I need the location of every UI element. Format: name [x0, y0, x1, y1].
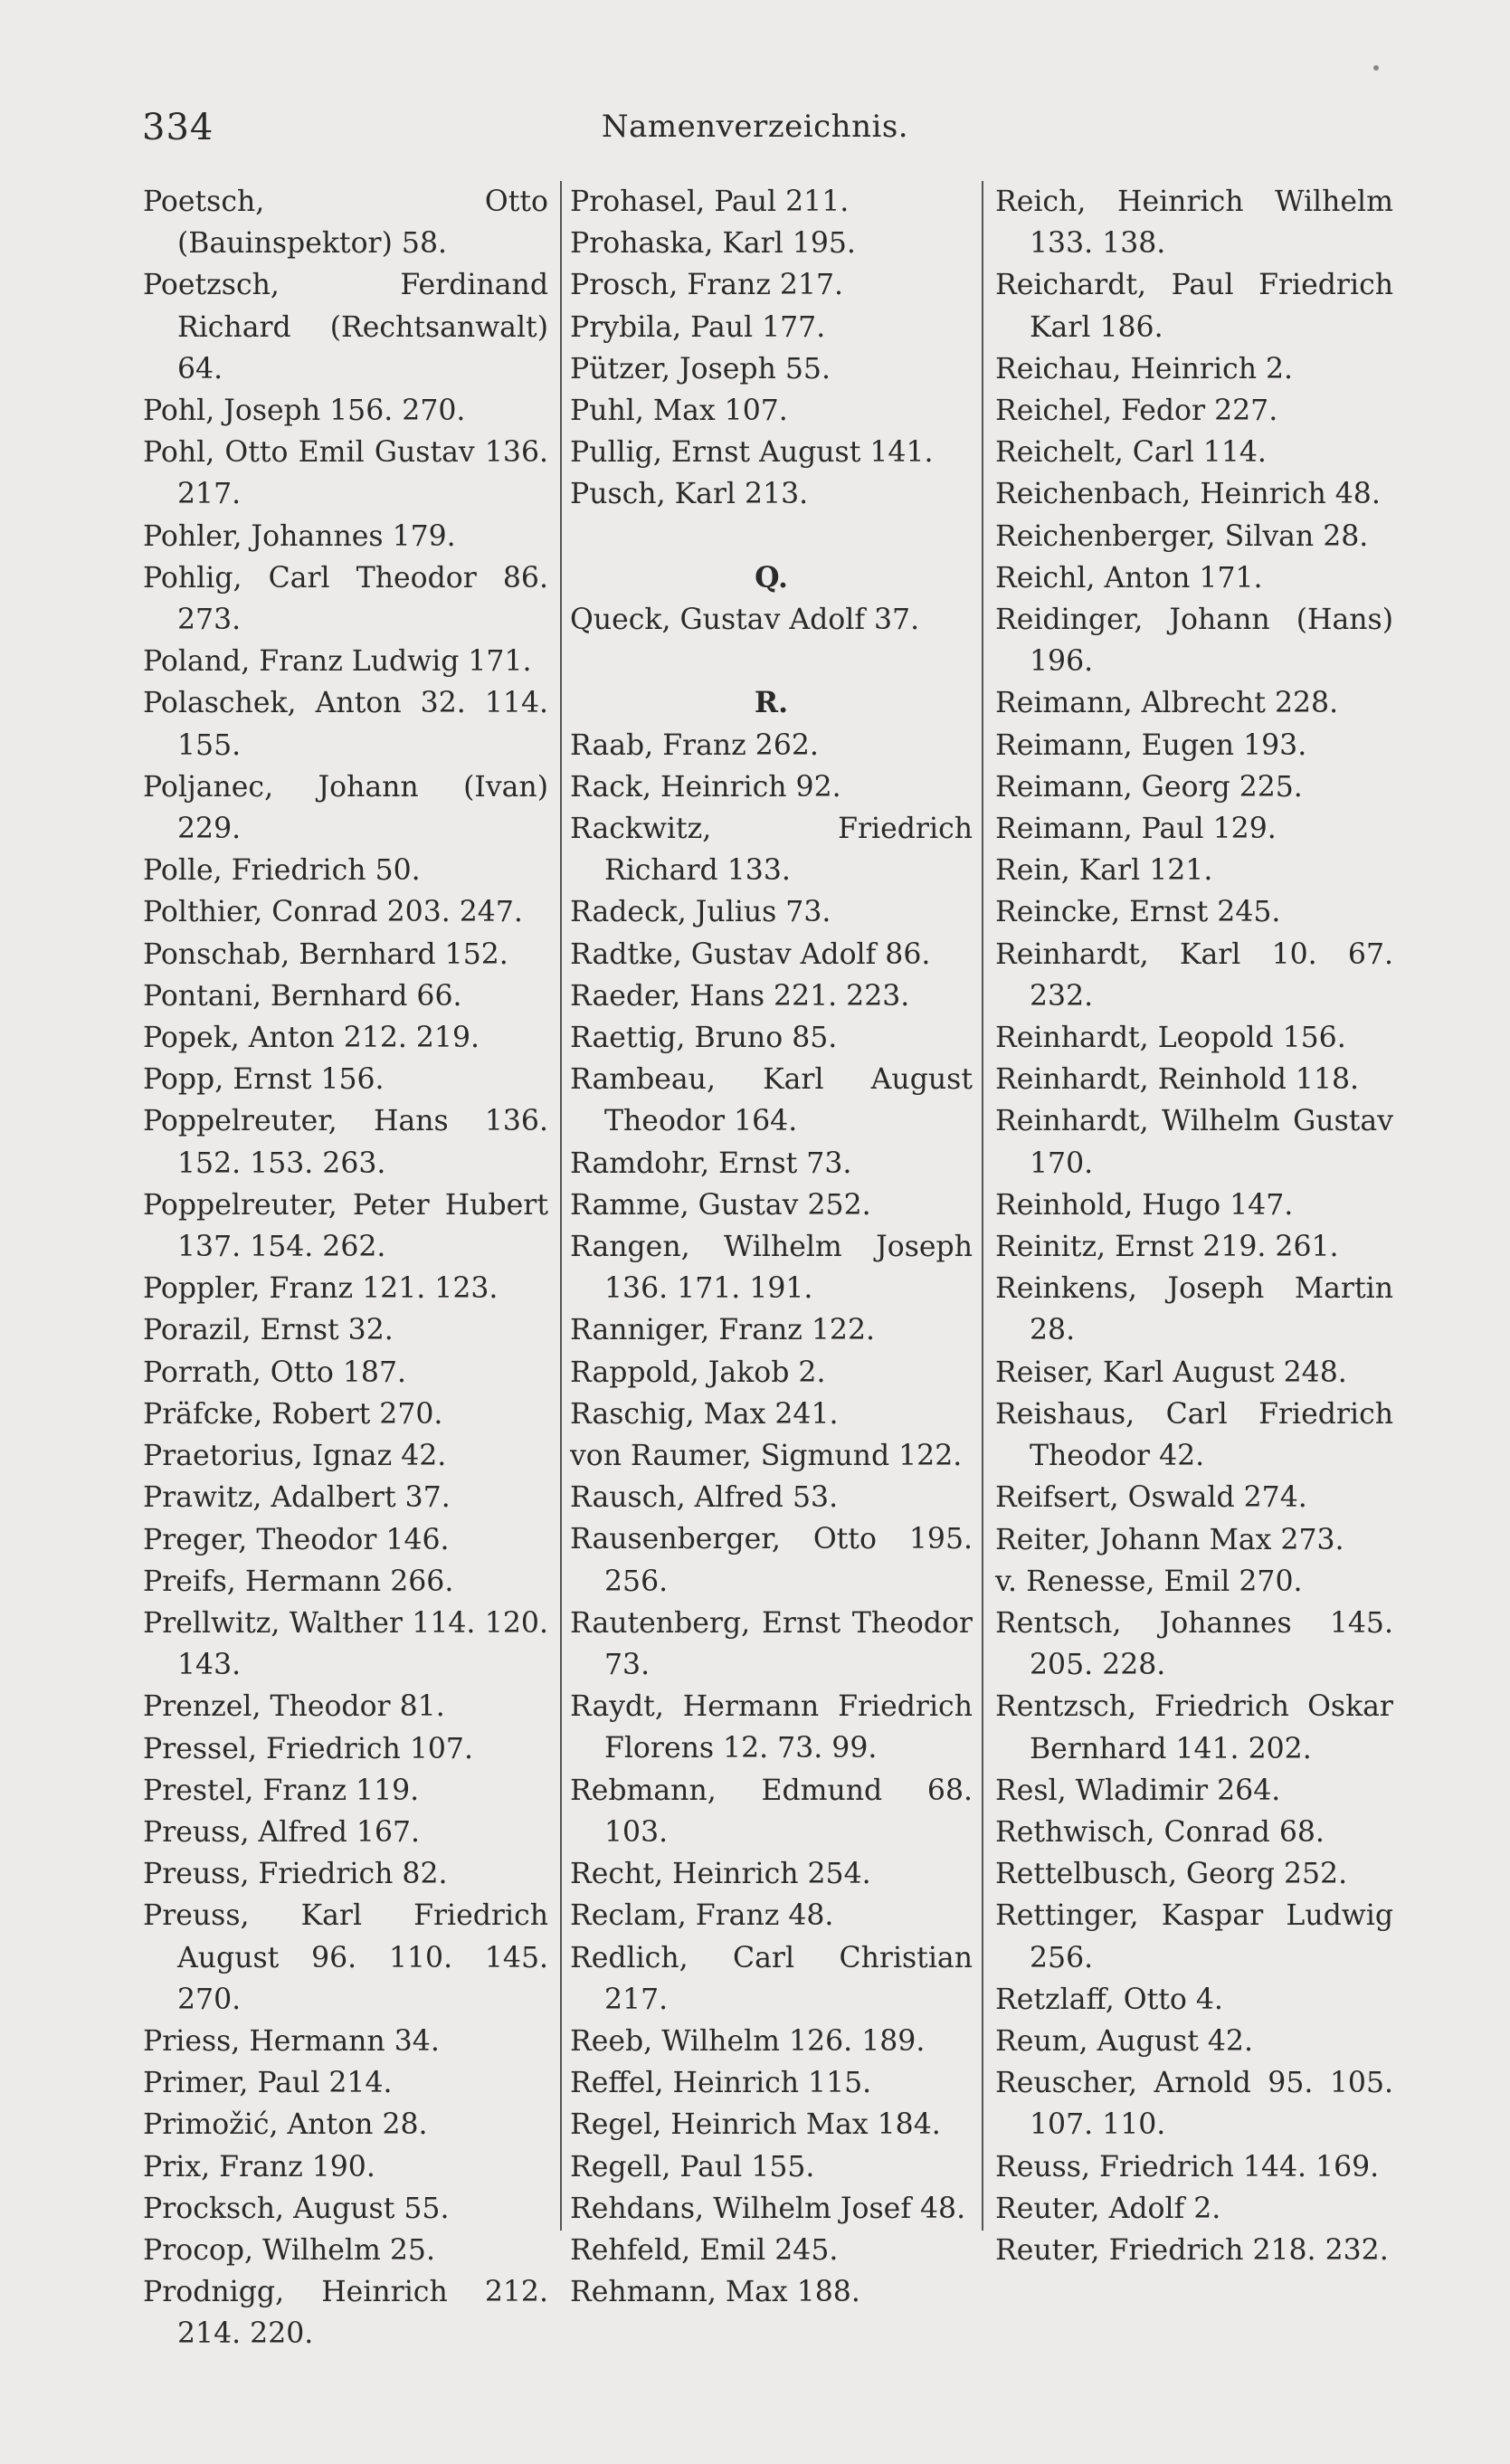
index-entry: Rautenberg, Ernst Theodor 73.	[570, 1606, 973, 1682]
index-entry: Reclam, Franz 48.	[570, 1899, 834, 1933]
index-entry: Reichel, Fedor 227.	[995, 395, 1278, 428]
index-entry: Reum, August 42.	[995, 2024, 1253, 2058]
index-entry: Rausenberger, Otto 195. 256.	[570, 1523, 973, 1598]
index-entry: Porrath, Otto 187.	[143, 1356, 407, 1389]
index-entry: Reimann, Eugen 193.	[995, 728, 1307, 762]
index-entry: Prellwitz, Walther 114. 120. 143.	[143, 1606, 548, 1682]
index-entry: Reincke, Ernst 245.	[995, 896, 1281, 929]
index-entry: Poppelreuter, Peter Hubert 137. 154. 262.	[143, 1188, 548, 1264]
index-entry: Reuter, Adolf 2.	[995, 2192, 1221, 2225]
index-entry: Poetzsch, Ferdinand Richard (Rechtsanwalt) 64.	[143, 269, 548, 385]
index-column-2	[570, 181, 973, 2313]
index-entry: Poppelreuter, Hans 136. 152. 153. 263.	[143, 1105, 548, 1180]
index-entry: Pressel, Friedrich 107.	[143, 1732, 473, 1765]
index-entry: Retzlaff, Otto 4.	[995, 1983, 1223, 2016]
index-entry: Priess, Hermann 34.	[143, 2024, 440, 2058]
index-entry: Rack, Heinrich 92.	[570, 770, 841, 804]
index-entry: Pontani, Bernhard 66.	[143, 979, 462, 1013]
index-entry: Reinhardt, Wilhelm Gustav 170.	[995, 1105, 1393, 1180]
index-entry: Resl, Wladimir 264.	[995, 1774, 1281, 1807]
index-entry: Reifsert, Oswald 274.	[995, 1481, 1307, 1515]
letter-heading-q: Q.	[755, 560, 788, 595]
index-entry: Pullig, Ernst August 141.	[570, 436, 934, 470]
index-entry: Preger, Theodor 146.	[143, 1523, 450, 1556]
column-rule-left	[560, 181, 562, 2231]
index-entry: Raydt, Hermann Friedrich Florens 12. 73. 99.	[570, 1690, 973, 1765]
index-entry: Rackwitz, Friedrich Richard 133.	[570, 813, 973, 888]
index-entry: Polle, Friedrich 50.	[143, 854, 421, 888]
index-entry: Rein, Karl 121.	[995, 854, 1213, 888]
index-entry: Raeder, Hans 221. 223.	[570, 979, 910, 1013]
index-entry: Poland, Franz Ludwig 171.	[143, 645, 532, 679]
index-entry: Pohlig, Carl Theodor 86. 273.	[143, 561, 548, 637]
index-entry: Reuss, Friedrich 144. 169.	[995, 2150, 1380, 2183]
index-entry: Reinhardt, Karl 10. 67. 232.	[995, 937, 1393, 1013]
index-entry: Rentsch, Johannes 145. 205. 228.	[995, 1606, 1393, 1682]
index-entry: Reishaus, Carl Friedrich Theodor 42.	[995, 1397, 1393, 1473]
index-entry: Rambeau, Karl August Theodor 164.	[570, 1063, 973, 1138]
index-entry: Reinhold, Hugo 147.	[995, 1188, 1294, 1222]
paper-speck	[1373, 65, 1379, 71]
index-entry: Procop, Wilhelm 25.	[143, 2233, 435, 2267]
index-entry: Polthier, Conrad 203. 247.	[143, 896, 523, 929]
index-entry: Rettelbusch, Georg 252.	[995, 1858, 1348, 1891]
index-entry: Radeck, Julius 73.	[570, 896, 831, 929]
index-entry: Reinhardt, Leopold 156.	[995, 1022, 1346, 1055]
index-entry: Recht, Heinrich 254.	[570, 1858, 871, 1891]
index-entry: Reinitz, Ernst 219. 261.	[995, 1231, 1339, 1264]
index-entry: Reich, Heinrich Wilhelm 133. 138.	[995, 186, 1393, 261]
page-number: 334	[142, 107, 214, 148]
index-entry: Reichelt, Carl 114.	[995, 436, 1267, 470]
index-entry: Pohl, Otto Emil Gustav 136. 217.	[143, 436, 548, 511]
index-entry: Redlich, Carl Christian 217.	[570, 1941, 973, 2016]
index-entry: Pohl, Joseph 156. 270.	[143, 395, 466, 428]
index-entry: Rehfeld, Emil 245.	[570, 2233, 839, 2267]
index-entry: Reichau, Heinrich 2.	[995, 352, 1294, 385]
index-entry: Reeb, Wilhelm 126. 189.	[570, 2024, 926, 2058]
index-entry: Rebmann, Edmund 68. 103.	[570, 1774, 973, 1849]
index-entry: Reichardt, Paul Friedrich Karl 186.	[995, 269, 1393, 344]
column-rule-right	[982, 181, 983, 2231]
index-entry: Rangen, Wilhelm Joseph 136. 171. 191.	[570, 1231, 973, 1306]
index-entry: Prohasel, Paul 211.	[570, 186, 850, 218]
index-entry: von Raumer, Sigmund 122.	[570, 1440, 963, 1473]
section-spacer	[570, 516, 973, 557]
index-entry: Reffel, Heinrich 115.	[570, 2067, 872, 2100]
index-entry: Ranniger, Franz 122.	[570, 1314, 876, 1347]
index-entry: Reiter, Johann Max 273.	[995, 1523, 1344, 1556]
index-entry: Pützer, Joseph 55.	[570, 352, 831, 385]
index-entry: Primer, Paul 214.	[143, 2067, 393, 2100]
index-entry: Popek, Anton 212. 219.	[143, 1022, 480, 1055]
index-entry: Preuss, Alfred 167.	[143, 1815, 421, 1849]
index-entry: Radtke, Gustav Adolf 86.	[570, 937, 931, 971]
index-entry: Raab, Franz 262.	[570, 728, 819, 762]
index-entry: Reuscher, Arnold 95. 105. 107. 110.	[995, 2067, 1393, 2142]
index-entry: Prix, Franz 190.	[143, 2150, 375, 2183]
index-entry: Porazil, Ernst 32.	[143, 1314, 394, 1347]
index-entry: Reichenberger, Silvan 28.	[995, 519, 1369, 553]
index-entry: Primožić, Anton 28.	[143, 2108, 428, 2142]
index-column-3	[995, 181, 1393, 2271]
index-entry: Prenzel, Theodor 81.	[143, 1690, 445, 1724]
index-entry: Rehmann, Max 188.	[570, 2276, 860, 2309]
index-entry: Rettinger, Kaspar Ludwig 256.	[995, 1899, 1393, 1974]
index-entry: Reimann, Paul 129.	[995, 813, 1277, 846]
index-entry: Ponschab, Bernhard 152.	[143, 937, 508, 971]
index-entry: Ramdohr, Ernst 73.	[570, 1146, 852, 1180]
index-entry: Rappold, Jakob 2.	[570, 1356, 826, 1389]
index-entry: Prestel, Franz 119.	[143, 1774, 420, 1807]
index-entry: Polaschek, Anton 32. 114. 155.	[143, 687, 548, 762]
index-entry: Preifs, Hermann 266.	[143, 1565, 454, 1598]
index-entry: Prohaska, Karl 195.	[570, 227, 856, 261]
index-entry: Prosch, Franz 217.	[570, 269, 844, 302]
index-entry: Pohler, Johannes 179.	[143, 519, 456, 553]
index-column-1	[143, 181, 548, 2355]
index-entry: Reichl, Anton 171.	[995, 561, 1263, 595]
index-entry: Prawitz, Adalbert 37.	[143, 1481, 451, 1515]
index-entry: Prodnigg, Heinrich 212. 214. 220.	[143, 2276, 548, 2351]
index-entry: Rausch, Alfred 53.	[570, 1481, 839, 1515]
running-title: Namenverzeichnis.	[601, 109, 909, 145]
index-entry: Raschig, Max 241.	[570, 1397, 839, 1431]
index-entry: Reimann, Georg 225.	[995, 770, 1303, 804]
index-entry: Reinhardt, Reinhold 118.	[995, 1063, 1360, 1097]
index-entry: Preuss, Friedrich 82.	[143, 1858, 448, 1891]
index-entry: Poetsch, Otto (Bauinspektor) 58.	[143, 186, 548, 261]
index-entry: Reuter, Friedrich 218. 232.	[995, 2233, 1389, 2267]
index-entry: Ramme, Gustav 252.	[570, 1188, 871, 1222]
index-entry: Popp, Ernst 156.	[143, 1063, 385, 1097]
index-entry: Regell, Paul 155.	[570, 2150, 815, 2183]
index-entry: v. Renesse, Emil 270.	[995, 1565, 1303, 1598]
index-entry: Reiser, Karl August 248.	[995, 1356, 1347, 1389]
index-entry: Regel, Heinrich Max 184.	[570, 2108, 941, 2142]
index-entry: Pusch, Karl 213.	[570, 478, 809, 511]
index-entry: Preuss, Karl Friedrich August 96. 110. 145. 270.	[143, 1899, 548, 2016]
index-entry: Raettig, Bruno 85.	[570, 1022, 838, 1055]
index-entry: Reinkens, Joseph Martin 28.	[995, 1272, 1393, 1347]
index-entry: Procksch, August 55.	[143, 2192, 450, 2225]
index-entry: Reimann, Albrecht 228.	[995, 687, 1339, 720]
section-spacer	[570, 641, 973, 682]
index-entry: Praetorius, Ignaz 42.	[143, 1440, 447, 1473]
index-entry: Rentzsch, Friedrich Oskar Bernhard 141. 202.	[995, 1690, 1393, 1765]
index-entry: Poppler, Franz 121. 123.	[143, 1272, 499, 1306]
index-entry: Queck, Gustav Adolf 37.	[570, 604, 920, 637]
index-entry: Poljanec, Johann (Ivan) 229.	[143, 770, 548, 846]
index-entry: Rehdans, Wilhelm Josef 48.	[570, 2192, 966, 2225]
index-entry: Reidinger, Johann (Hans) 196.	[995, 604, 1393, 679]
index-entry: Rethwisch, Conrad 68.	[995, 1815, 1325, 1849]
index-entry: Reichenbach, Heinrich 48.	[995, 478, 1381, 511]
letter-heading-r: R.	[754, 686, 789, 720]
index-entry: Puhl, Max 107.	[570, 395, 788, 428]
index-entry: Prybila, Paul 177.	[570, 310, 826, 344]
index-entry: Präfcke, Robert 270.	[143, 1397, 443, 1431]
